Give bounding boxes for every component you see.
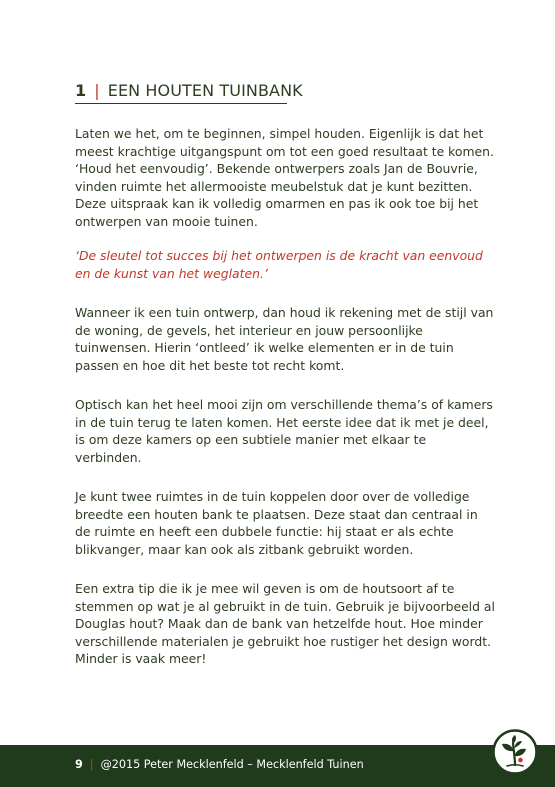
- chapter-title: EEN HOUTEN TUINBANK: [107, 80, 303, 100]
- footer-credit: @2015 Peter Mecklenfeld – Mecklenfeld Tuinen: [100, 758, 364, 771]
- paragraph-tip: Een extra tip die ik je mee wil geven is om de houtsoort af te stemmen op wat je al gebruikt in de tuin. Gebruik je bijvoorbeeld al Douglas hout? Maak dan de bank van hetzelfde hout. Hoe minder verschillende materialen je gebruikt hoe rustiger het design wordt. Minder is vaak meer!: [75, 581, 495, 666]
- page-content: [75, 78, 495, 668]
- page-number: 9: [75, 758, 83, 771]
- chapter-separator: |: [94, 80, 100, 100]
- footer-text: [75, 758, 364, 771]
- footer-separator: |: [89, 758, 94, 771]
- page-footer: [0, 745, 555, 787]
- paragraph-bench: Je kunt twee ruimtes in de tuin koppelen door over de volledige breedte een houten bank te plaatsen. Deze staat dan centraal in de ruimte en heeft een dubbele functie: hij staat er als echte blikvanger, maar kan ook als zitbank gebruikt worden.: [75, 489, 478, 557]
- paragraph-themes: Optisch kan het heel mooi zijn om verschillende thema’s of kamers in de tuin terug te laten komen. Het eerste idee dat ik met je deel, is om deze kamers op een subtiele manier met elkaar te verbinden.: [75, 397, 493, 465]
- plant-sprout-logo-icon: [492, 729, 538, 775]
- chapter-underline: [75, 103, 287, 104]
- chapter-heading: [75, 78, 495, 102]
- paragraph-intro: Laten we het, om te beginnen, simpel houden. Eigenlijk is dat het meest krachtige uitgangspunt om tot een goed resultaat te komen. ‘Houd het eenvoudig’. Bekende ontwerpers zoals Jan de Bouvrie, vinden ruimte het allermooiste meubelstuk dat je kunt bezitten. Deze uitspraak kan ik volledig omarmen en pas ik ook toe bij het ontwerpen van mooie tuinen.: [75, 126, 494, 229]
- pull-quote: ‘De sleutel tot succes bij het ontwerpen is de kracht van eenvoud en de kunst van het weglaten.’: [75, 248, 483, 281]
- paragraph-design: Wanneer ik een tuin ontwerp, dan houd ik rekening met de stijl van de woning, de gevels, het interieur en jouw persoonlijke tuinwensen. Hierin ‘ontleed’ ik welke elementen er in de tuin passen en hoe dit het beste tot recht komt.: [75, 305, 494, 373]
- chapter-number: 1: [75, 80, 87, 100]
